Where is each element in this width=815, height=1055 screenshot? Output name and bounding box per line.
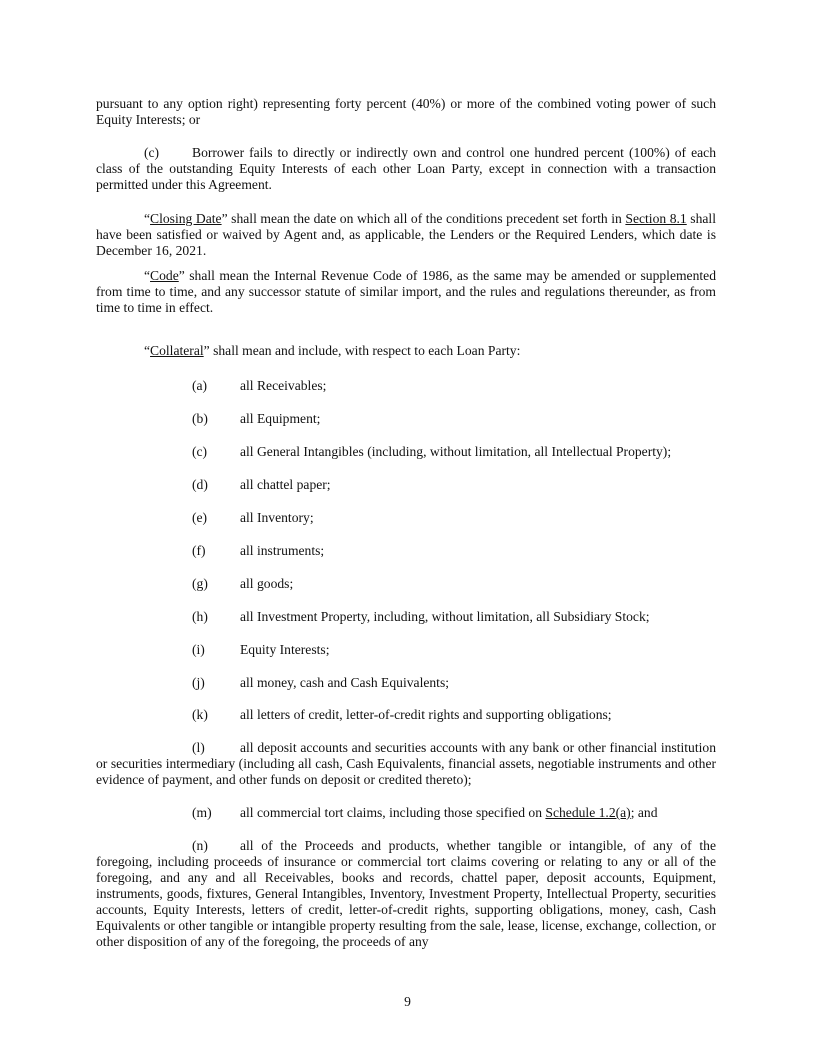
definition-collateral: [96, 343, 716, 359]
list-item-label: (l): [192, 740, 205, 755]
list-item-label: (d): [192, 477, 208, 492]
list-item-text: ; and: [630, 805, 658, 820]
list-item-label: (h): [192, 609, 208, 624]
list-item-text: Equity Interests;: [240, 642, 330, 657]
list-item-n: [96, 838, 716, 950]
definition-text: ” shall mean the date on which all of the conditions precedent set forth in: [221, 211, 626, 226]
list-item-l: [96, 740, 716, 788]
paragraph-label: (c): [144, 145, 160, 160]
definition-closing-date: [96, 211, 716, 259]
list-item-label: (c): [192, 444, 208, 459]
definition-text: ” shall mean and include, with respect to each Loan Party:: [203, 343, 521, 358]
list-item-label: (m): [192, 805, 212, 820]
list-item-text: all instruments;: [240, 543, 325, 558]
list-item-label: (k): [192, 707, 208, 722]
open-quote: “: [144, 211, 151, 226]
open-quote: “: [144, 343, 151, 358]
list-item: [192, 477, 716, 493]
list-item-text: all Inventory;: [240, 510, 314, 525]
definition-text: ” shall mean the Internal Revenue Code of 1986, as the same may be amended or supplemented from time to time, and any successor statute of similar import, and the rules and regulations thereunder, as from time to time in effect.: [96, 268, 716, 315]
list-item-text: all Equipment;: [240, 411, 321, 426]
list-item-label: (a): [192, 378, 208, 393]
list-item-label: (f): [192, 543, 206, 558]
list-item: [192, 543, 716, 559]
list-item: [192, 576, 716, 592]
list-item: [192, 675, 716, 691]
definition-text: shall have been satisfied or waived by Agent and, as applicable, the Lenders or the Required Lenders, which date is December 16, 2021.: [96, 211, 716, 258]
list-item-text: all money, cash and Cash Equivalents;: [240, 675, 450, 690]
list-item-text: all chattel paper;: [240, 477, 331, 492]
list-item: [192, 444, 716, 460]
defined-term-code: Code: [150, 268, 179, 283]
list-item-m: [192, 805, 716, 821]
list-item: [192, 707, 716, 723]
paragraph-voting-power: [96, 96, 716, 128]
list-item-text: all of the Proceeds and products, whether tangible or intangible, of any of the foregoing, including proceeds of insurance or commercial tort claims covering or relating to any or all of the foregoing, and any and all Receivables, books and records, chattel paper, deposit accounts, Equipment, instruments, goods, fixtures, General Intangibles, Inventory, Investment Property, Intellectual Property, securities accounts, Equity Interests, letters of credit, letter-of-credit rights, supporting obligations, money, cash, Cash Equivalents or other tangible or intangible property resulting from the sale, lease, license, exchange, collection, or other disposition of any of the foregoing, the proceeds of any: [96, 838, 716, 949]
open-quote: “: [144, 268, 151, 283]
paragraph-c: [96, 145, 716, 193]
paragraph-text: pursuant to any option right) representing forty percent (40%) or more of the combined voting power of such Equity Interests; or: [96, 96, 716, 127]
list-item-text: all goods;: [240, 576, 294, 591]
paragraph-text: Borrower fails to directly or indirectly own and control one hundred percent (100%) of each class of the outstanding Equity Interests of each other Loan Party, except in connection with a transaction permitted under this Agreement.: [96, 145, 716, 192]
defined-term-closing-date: Closing Date: [150, 211, 222, 226]
list-item-text: all Investment Property, including, without limitation, all Subsidiary Stock;: [240, 609, 650, 624]
section-reference-link[interactable]: Section 8.1: [625, 211, 687, 226]
list-item-label: (e): [192, 510, 208, 525]
list-item-label: (b): [192, 411, 208, 426]
list-item: [192, 609, 716, 625]
list-item-text: all letters of credit, letter-of-credit rights and supporting obligations;: [240, 707, 612, 722]
list-item-text: all deposit accounts and securities accounts with any bank or other financial institution or securities intermediary (including all cash, Cash Equivalents, financial assets, negotiable instruments and other evidence of payment, and other funds on deposit or credited thereto);: [96, 740, 716, 787]
schedule-reference-link[interactable]: Schedule 1.2(a): [545, 805, 631, 820]
defined-term-collateral: Collateral: [150, 343, 204, 358]
definition-code: [96, 268, 716, 316]
list-item-label: (j): [192, 675, 205, 690]
list-item-label: (g): [192, 576, 208, 591]
list-item-text: all General Intangibles (including, without limitation, all Intellectual Property);: [240, 444, 672, 459]
list-item-label: (i): [192, 642, 205, 657]
list-item-text: all Receivables;: [240, 378, 327, 393]
list-item: [192, 378, 716, 394]
list-item: [192, 642, 716, 658]
list-item: [192, 411, 716, 427]
list-item: [192, 510, 716, 526]
page-number: 9: [404, 994, 411, 1009]
list-item-text: all commercial tort claims, including those specified on: [240, 805, 546, 820]
list-item-label: (n): [192, 838, 208, 853]
